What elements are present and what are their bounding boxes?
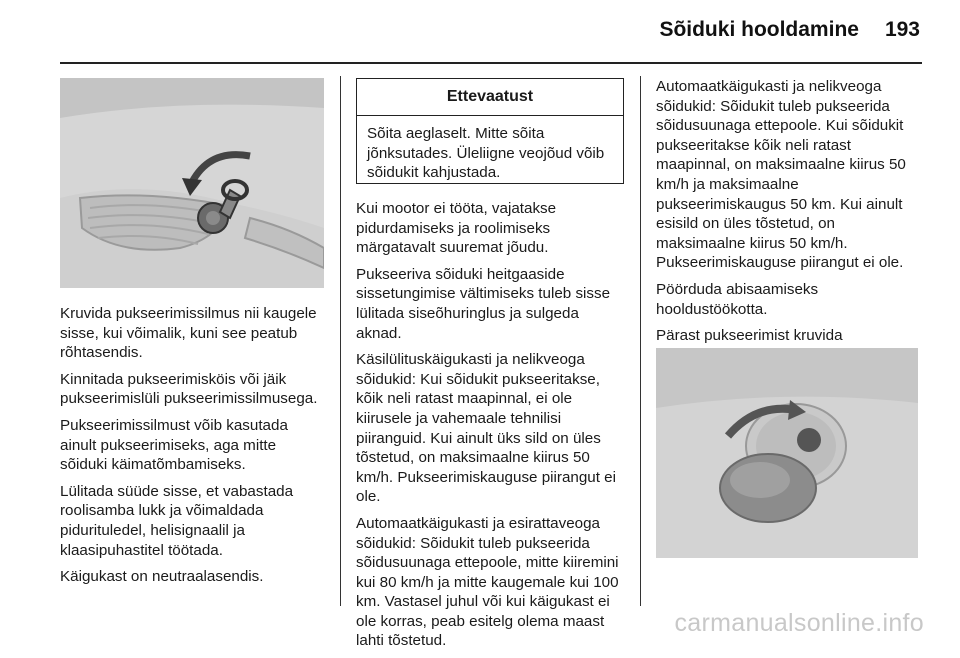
paragraph: Pöörduda abisaamiseks hooldustöökotta. <box>656 280 819 318</box>
paragraph: Käigukast on neutraalasendis. <box>60 568 264 586</box>
towing-eye-cover-illustration <box>656 348 918 558</box>
header-rule <box>60 62 922 64</box>
column-2-text <box>356 199 628 658</box>
caution-title: Ettevaatust <box>357 79 623 116</box>
column-3-text <box>656 77 926 372</box>
paragraph: Pukseeriva sõiduki heitgaaside sissetungimise vältimiseks tuleb sisse lülitada siseõhuringlus ja sulgeda aknad. <box>356 265 611 342</box>
page-title: Sõiduki hooldamine <box>659 18 859 41</box>
paragraph: Kruvida pukseerimissilmus nii kaugele sisse, kui võimalik, kuni see peatub rõhtasendis. <box>60 305 317 362</box>
column-divider-1 <box>340 76 341 606</box>
page-number: 193 <box>884 18 920 41</box>
caution-text: Sõita aeglaselt. Mitte sõita jõnksutades. Üleliigne veojõud võib sõidukit kahjustada. <box>367 125 605 182</box>
paragraph: Automaatkäigukasti ja nelikveoga sõidukid: Sõidukit tuleb pukseerida sõidusuunaga ettepoole. Kui sõidukit pukseeritakse kõik neli ratast maapinnal, on maksimaalne kiirus 50 km/h ja maksimaalne pukseerimiskaugus 50 km. Kui ainult esisild on üles tõstetud, on maksimaalne kiirus 50 km/h. Pukseerimiskauguse piirangut ei ole. <box>656 78 906 272</box>
page-header <box>659 18 920 48</box>
paragraph: Käsilülituskäigukasti ja nelikveoga sõidukid: Kui sõidukit pukseeritakse, kõik neli ratast maapinnal, ei ole kiirusele ja vahemaale tehnilisi piiranguid. Kui ainult üks sild on üles tõstetud, on maksimaalne kiirus 50 km/h. Pukseerimiskauguse piirangut ei ole. <box>356 351 616 506</box>
column-divider-2 <box>640 76 641 606</box>
paragraph: Automaatkäigukasti ja esirattaveoga sõidukid: Sõidukit tuleb pukseerida sõidusuunaga ettepoole, mitte kiiremini kui 80 km/h ja mitte kaugemale kui 100 km. Vastasel juhul või kui käigukast ei ole korras, peab esitelg olema maast lahti tõstetud. <box>356 514 619 650</box>
column-1-text <box>60 304 326 594</box>
towing-eye-install-illustration <box>60 78 324 288</box>
paragraph: Lülitada süüde sisse, et vabastada roolisamba lukk ja võimaldada pidurituledel, helisignaalil ja klaasipuhastitel töötada. <box>60 482 294 559</box>
caution-box <box>356 78 624 184</box>
paragraph: Kui mootor ei tööta, vajatakse pidurdamiseks ja roolimiseks märgatavalt suuremat jõudu. <box>356 200 557 257</box>
paragraph: Pukseerimissilmust võib kasutada ainult pukseerimiseks, aga mitte sõiduki käimatõmbamiseks. <box>60 416 288 474</box>
paragraph: Kinnitada pukseerimisköis või jäik pukseerimislüli pukseerimissilmusega. <box>60 370 318 408</box>
paragraph: Pärast pukseerimist kruvida <box>656 327 843 345</box>
watermark: carmanualsonline.info <box>674 609 924 637</box>
